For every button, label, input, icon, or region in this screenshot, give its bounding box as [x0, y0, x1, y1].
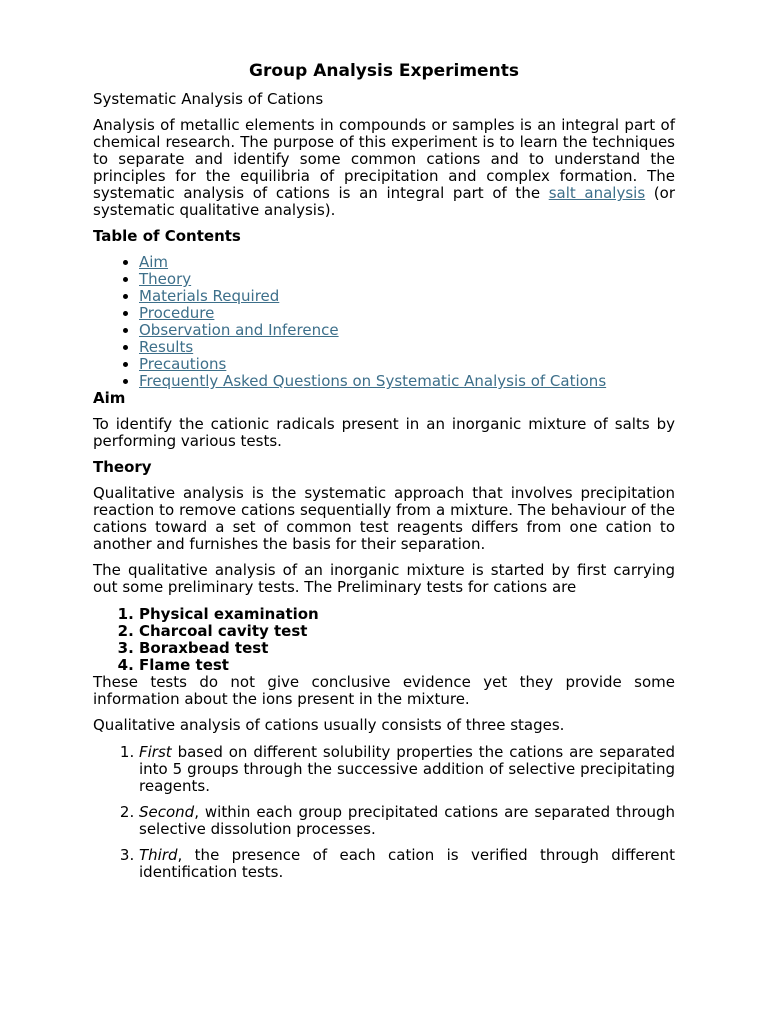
theory-paragraph-3: These tests do not give conclusive evidence yet they provide some information about the ions present in the mixture.: [93, 673, 675, 708]
toc-item: [139, 356, 675, 373]
toc-link-materials[interactable]: Materials Required: [139, 287, 280, 305]
stages-list: [93, 744, 675, 881]
stage-text: , within each group precipitated cations are separated through selective dissolution processes.: [139, 803, 675, 838]
toc-item: [139, 339, 675, 356]
toc-item: [139, 305, 675, 322]
test-item: 2. Charcoal cavity test: [139, 623, 675, 640]
document-content: [93, 61, 675, 890]
toc-item: [139, 288, 675, 305]
toc-link-results[interactable]: Results: [139, 338, 194, 356]
subtitle: Systematic Analysis of Cations: [93, 90, 324, 108]
toc-link-faq[interactable]: Frequently Asked Questions on Systematic Analysis of Cations: [139, 372, 607, 390]
intro-text: Analysis of metallic elements in compounds or samples is an integral part of chemical research. The purpose of this experiment is to learn the techniques to separate and identify some common cations and to understand the principles for the equilibria of precipitation and complex formation. The systematic analysis of cations is an integral part of the: [93, 116, 675, 202]
test-item: 3. Boraxbead test: [139, 640, 675, 657]
theory-heading: Theory: [93, 458, 152, 476]
stage-item: [139, 744, 675, 795]
toc-item: [139, 271, 675, 288]
toc-item: [139, 254, 675, 271]
test-item: 4. Flame test: [139, 657, 675, 674]
toc-link-aim[interactable]: Aim: [139, 253, 169, 271]
theory-paragraph-1: Qualitative analysis is the systematic approach that involves precipitation reaction to remove cations sequentially from a mixture. The behaviour of the cations toward a set of common test reagents differs from one cation to another and furnishes the basis for their separation.: [93, 484, 675, 553]
intro-paragraph: [93, 117, 675, 219]
stage-lead: Third: [139, 846, 178, 864]
preliminary-tests-list: [93, 606, 675, 674]
toc-item: [139, 322, 675, 339]
page-title: Group Analysis Experiments: [249, 61, 519, 81]
toc-item: [139, 373, 675, 390]
stage-text: , the presence of each cation is verified through different identification tests.: [139, 846, 675, 881]
toc-link-procedure[interactable]: Procedure: [139, 304, 215, 322]
test-item: 1. Physical examination: [139, 606, 675, 623]
toc-heading: Table of Contents: [93, 227, 241, 245]
stage-text: based on different solubility properties the cations are separated into 5 groups through the successive addition of selective precipitating reagents.: [139, 743, 675, 795]
stage-item: [139, 804, 675, 838]
intro-tail: (or systematic qualitative analysis).: [93, 184, 675, 219]
theory-paragraph-2: The qualitative analysis of an inorganic mixture is started by first carrying out some preliminary tests. The Preliminary tests for cations are: [93, 561, 675, 596]
stage-lead: Second: [139, 803, 195, 821]
aim-heading: Aim: [93, 389, 126, 407]
toc-link-theory[interactable]: Theory: [139, 270, 192, 288]
table-of-contents: [93, 254, 675, 390]
stage-item: [139, 847, 675, 881]
toc-link-precautions[interactable]: Precautions: [139, 355, 227, 373]
toc-link-observation[interactable]: Observation and Inference: [139, 321, 339, 339]
aim-text: To identify the cationic radicals present in an inorganic mixture of salts by performing various tests.: [93, 415, 675, 450]
theory-paragraph-4: Qualitative analysis of cations usually consists of three stages.: [93, 716, 565, 734]
stage-lead: First: [139, 743, 172, 761]
salt-analysis-link[interactable]: salt analysis: [548, 184, 646, 202]
